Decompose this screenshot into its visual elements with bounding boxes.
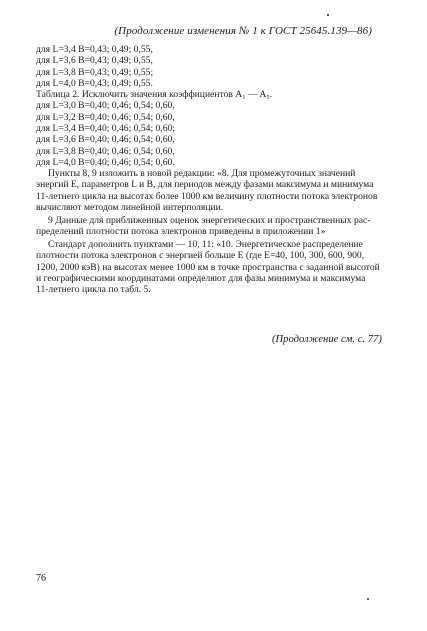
speck-mark: [327, 14, 329, 16]
text-line: пределений плотности потока электронов приведены в приложении 1»: [36, 226, 326, 238]
text-line: Пункты 8, 9 изложить в новой редакции: «8. Для промежуточных значений: [48, 168, 356, 179]
value-line: для L=4,0 B=0,40; 0,46; 0,54; 0,60.: [36, 156, 175, 168]
paragraph-standard: [36, 239, 378, 295]
text-line: энергий E, параметров L и B, для периодов между фазами максимума и минимума: [36, 179, 374, 191]
value-line: для L=3,8 B=0,43; 0,49; 0,55;: [36, 66, 154, 78]
value-line: для L=3,6 B=0,43; 0,49; 0,55,: [36, 55, 153, 67]
text-line: плотности потока электронов с энергией больше E (где E=40, 100, 300, 600, 900,: [36, 250, 365, 262]
paragraph-9: [36, 215, 378, 238]
value-line: для L=3,4 B=0,43; 0,49; 0,55,: [36, 44, 153, 55]
text-line: 11-летнего цикла на высотах более 1000 км величину плотности потока электронов: [36, 190, 378, 202]
value-line: для L=4,0 B=0,43; 0,49; 0,55.: [36, 77, 153, 89]
value-line: для L=3,6 B=0,40; 0,46; 0,54; 0,60,: [36, 134, 175, 146]
value-line: для L=3,8 B=0,40; 0,46; 0,54; 0,60,: [36, 145, 175, 157]
text-line: и географическими координатами определяют для фазы минимума и максимума: [36, 272, 366, 284]
speck-mark: [367, 598, 369, 600]
text-line: 11-летнего цикла по табл. 5.: [36, 284, 151, 296]
value-line: для L=3,2 B=0,40; 0,46; 0,54; 0,60,: [36, 111, 175, 123]
value-line: для L=3,0 B=0,40; 0,46; 0,54; 0,60,: [36, 100, 175, 112]
continuation-note: (Продолжение см. с. 77): [272, 334, 382, 345]
page-header: (Продолжение изменения № 1 к ГОСТ 25645.139—86): [114, 25, 372, 37]
text-line: вычисляют методом линейной интерполяции.: [36, 201, 224, 213]
text-line: Стандарт дополнить пунктами — 10, 11: «10. Энергетическое распределение: [48, 239, 363, 250]
table2-instruction: Таблица 2. Исключить значения коэффициентов A₁ — A₅.: [36, 89, 273, 101]
paragraph-points-8-9: [36, 168, 378, 213]
values-block: [36, 44, 376, 168]
page-number: 76: [36, 573, 46, 584]
value-line: для L=3,4 B=0,40; 0,46; 0,54; 0,60;: [36, 123, 175, 135]
text-line: 9 Данные для приближенных оценок энергетических и пространственных рас-: [48, 215, 371, 226]
text-line: 1200, 2000 кэВ) на высотах менее 1000 км в точке пространства с заданной высотой: [36, 261, 380, 273]
